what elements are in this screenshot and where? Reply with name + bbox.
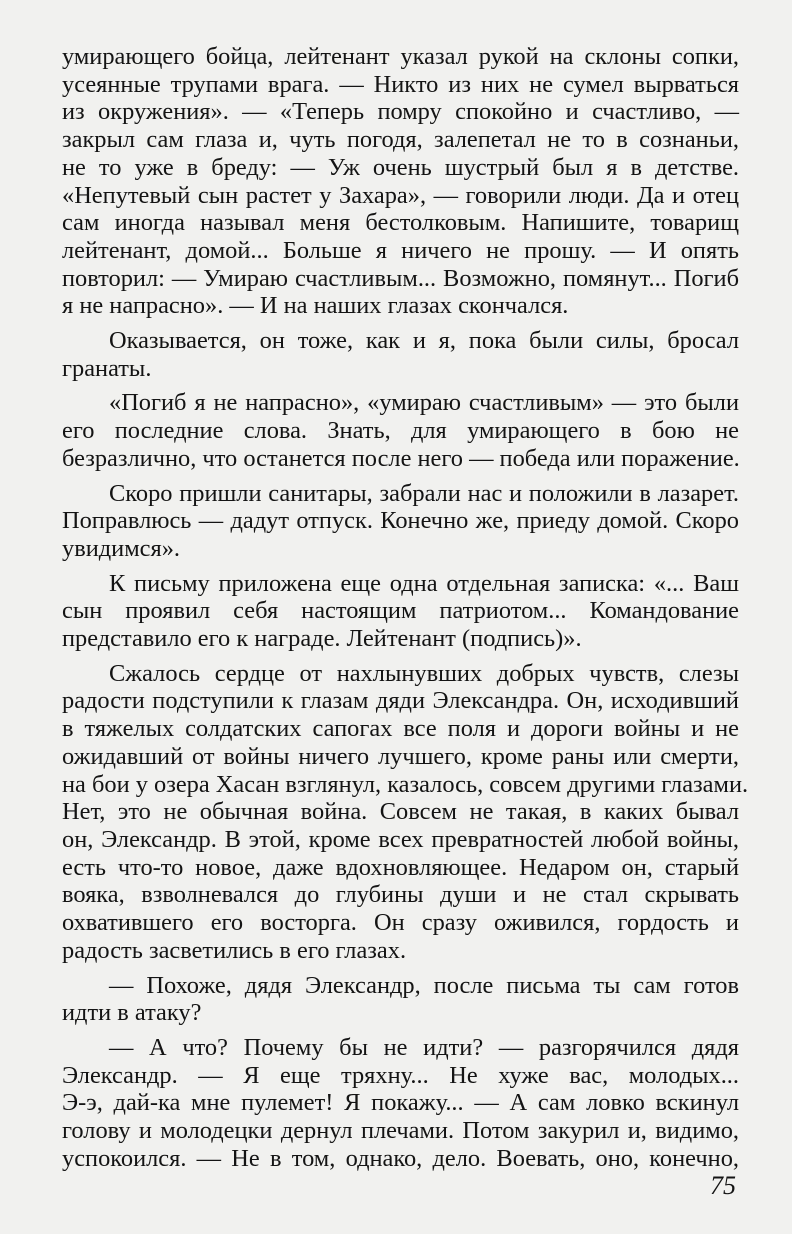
text-line: Э-э, дай-ка мне пулемет! Я покажу... — А сам ловко вскинул <box>62 1089 739 1117</box>
text-line: голову и молодецки дернул плечами. Потом закурил и, видимо, <box>62 1117 739 1145</box>
page-number: 75 <box>710 1171 736 1200</box>
text-line: Сжалось сердце от нахлынувших добрых чувств, слезы <box>109 659 739 687</box>
paragraph <box>62 480 739 563</box>
text-line: «Погиб я не напрасно», «умираю счастливым» — это были <box>109 389 739 417</box>
paragraph <box>62 389 739 472</box>
text-line: его последние слова. Знать, для умирающего в бою не <box>62 417 739 445</box>
text-line: радость засветились в его глазах. <box>62 936 407 964</box>
text-line: есть что-то новое, даже вдохновляющее. Недаром он, старый <box>62 853 739 881</box>
text-line: умирающего бойца, лейтенант указал рукой на склоны сопки, <box>62 43 739 70</box>
paragraph <box>62 327 739 382</box>
text-line: К письму приложена еще одна отдельная записка: «... Ваш <box>109 569 739 597</box>
text-line: сам иногда называл меня бестолковым. Напишите, товарищ <box>62 209 739 237</box>
text-line: закрыл сам глаза и, чуть погодя, залепетал не то в сознаньи, <box>62 126 739 154</box>
text-line: представило его к награде. Лейтенант (подпись)». <box>62 625 582 653</box>
text-line: увидимся». <box>62 534 180 562</box>
text-line: успокоился. — Не в том, однако, дело. Воевать, оно, конечно, <box>62 1144 739 1172</box>
text-line: Оказывается, он тоже, как и я, пока были силы, бросал <box>109 327 739 355</box>
paragraph <box>62 43 739 320</box>
text-line: в тяжелых солдатских сапогах все поля и дороги войны и не <box>62 715 739 743</box>
text-line: лейтенант, домой... Больше я ничего не прошу. — И опять <box>62 236 739 264</box>
text-line: Нет, это не обычная война. Совсем не такая, в каких бывал <box>62 798 739 826</box>
text-line: вояка, взволневался до глубины души и не стал скрывать <box>62 881 739 909</box>
text-line: Поправлюсь — дадут отпуск. Конечно же, приеду домой. Скоро <box>62 507 739 535</box>
text-line: безразлично, что останется после него — победа или поражение. <box>62 444 740 472</box>
text-line: усеянные трупами врага. — Никто из них не сумел вырваться <box>62 70 739 98</box>
text-line: — Похоже, дядя Элександр, после письма ты сам готов <box>109 971 739 999</box>
text-line: он, Элександр. В этой, кроме всех превратностей любой войны, <box>62 825 739 853</box>
text-line: я не напрасно». — И на наших глазах скончался. <box>62 292 569 320</box>
text-line: не то уже в бреду: — Уж очень шустрый был я в детстве. <box>62 153 739 181</box>
text-line: из окружения». — «Теперь помру спокойно и счастливо, — <box>62 98 739 126</box>
paragraph <box>62 972 739 1027</box>
text-line: «Непутевый сын растет у Захара», — говорили люди. Да и отец <box>62 181 739 209</box>
text-line: ожидавший от войны ничего лучшего, кроме раны или смерти, <box>62 742 739 770</box>
text-line: повторил: — Умираю счастливым... Возможно, помянут... Погиб <box>62 264 739 292</box>
text-line: сын проявил себя настоящим патриотом... Командование <box>62 597 739 625</box>
paragraph <box>62 659 749 965</box>
text-line: Элександр. — Я еще тряхну... Не хуже вас, молодых... <box>62 1061 739 1089</box>
paragraph <box>62 1034 739 1173</box>
text-line: — А что? Почему бы не идти? — разгорячился дядя <box>109 1033 739 1061</box>
text-line: Скоро пришли санитары, забрали нас и положили в лазарет. <box>109 479 739 507</box>
text-line: на бои у озера Хасан взглянул, казалось, совсем другими глазами. <box>62 770 749 798</box>
text-line: радости подступили к глазам дяди Элександра. Он, исходивший <box>62 687 739 715</box>
text-line: охватившего его восторга. Он сразу оживился, гордость и <box>62 909 739 937</box>
text-line: гранаты. <box>62 354 152 382</box>
paragraph <box>62 570 739 653</box>
text-line: идти в атаку? <box>62 999 202 1027</box>
page-body <box>62 43 749 1172</box>
